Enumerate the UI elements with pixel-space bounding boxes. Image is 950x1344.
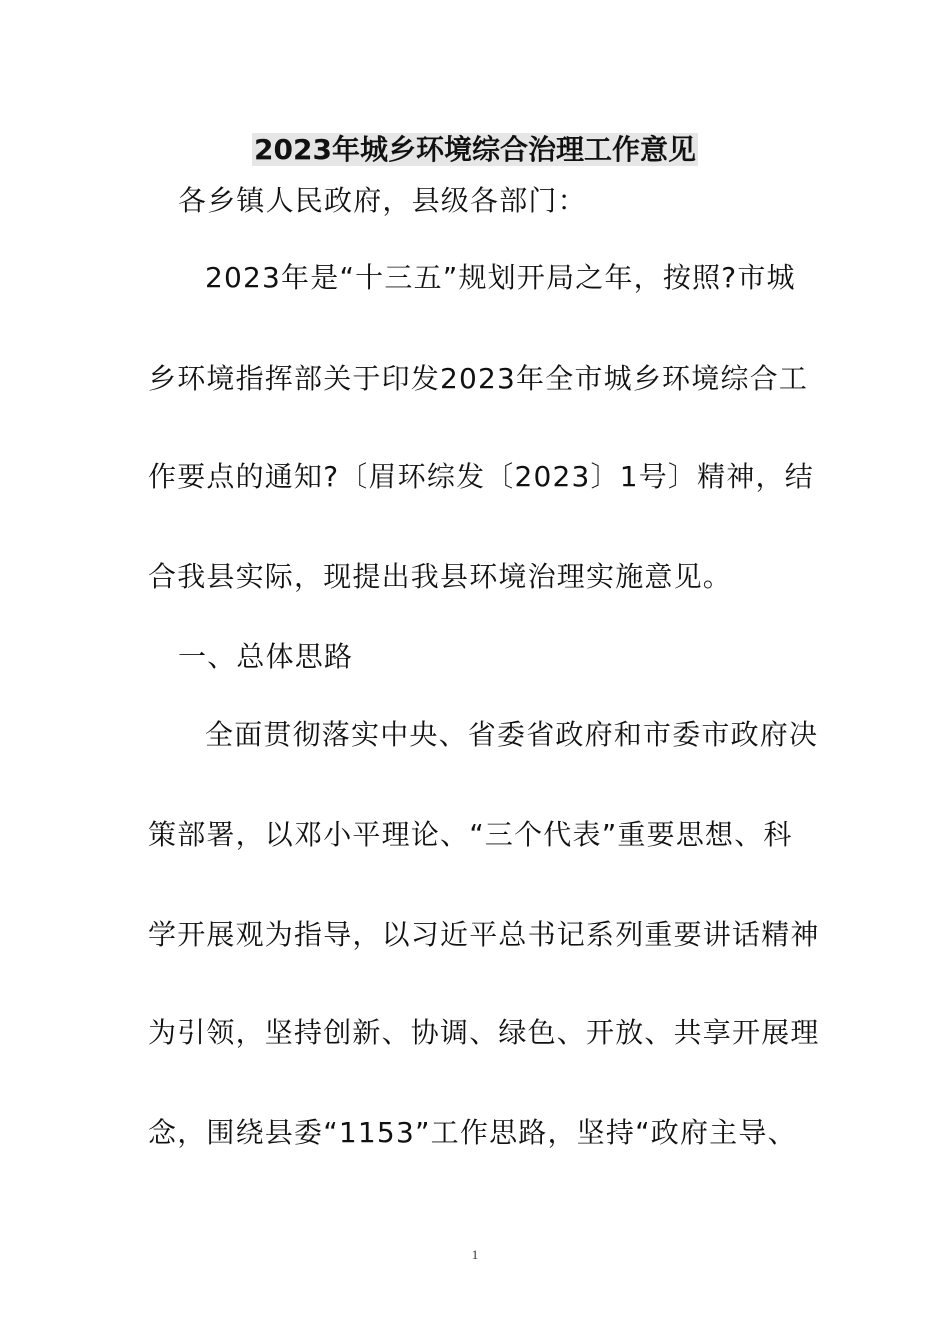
section-heading: 一、总体思路	[178, 640, 354, 673]
paragraph-line: 念，围绕县委“1153”工作思路，坚持“政府主导、	[148, 1116, 797, 1149]
salutation: 各乡镇人民政府，县级各部门：	[178, 184, 587, 217]
paragraph-line: 2023年是“十三五”规划开局之年，按照?市城	[205, 261, 796, 294]
document-title-text: 2023年城乡环境综合治理工作意见	[254, 133, 696, 166]
paragraph-line: 为引领，坚持创新、协调、绿色、开放、共享开展理	[148, 1016, 820, 1049]
paragraph-line: 学开展观为指导，以习近平总书记系列重要讲话精神	[148, 918, 820, 951]
paragraph-line: 全面贯彻落实中央、省委省政府和市委市政府决	[205, 718, 819, 751]
paragraph-line: 作要点的通知?〔眉环综发〔2023〕1号〕精神，结	[148, 460, 814, 493]
page-number: 1	[471, 1247, 479, 1262]
paragraph-line: 策部署，以邓小平理论、“三个代表”重要思想、科	[148, 818, 793, 851]
paragraph-line: 合我县实际，现提出我县环境治理实施意见。	[148, 560, 733, 593]
paragraph-line: 乡环境指挥部关于印发2023年全市城乡环境综合工	[148, 362, 809, 395]
document-title	[0, 128, 950, 172]
